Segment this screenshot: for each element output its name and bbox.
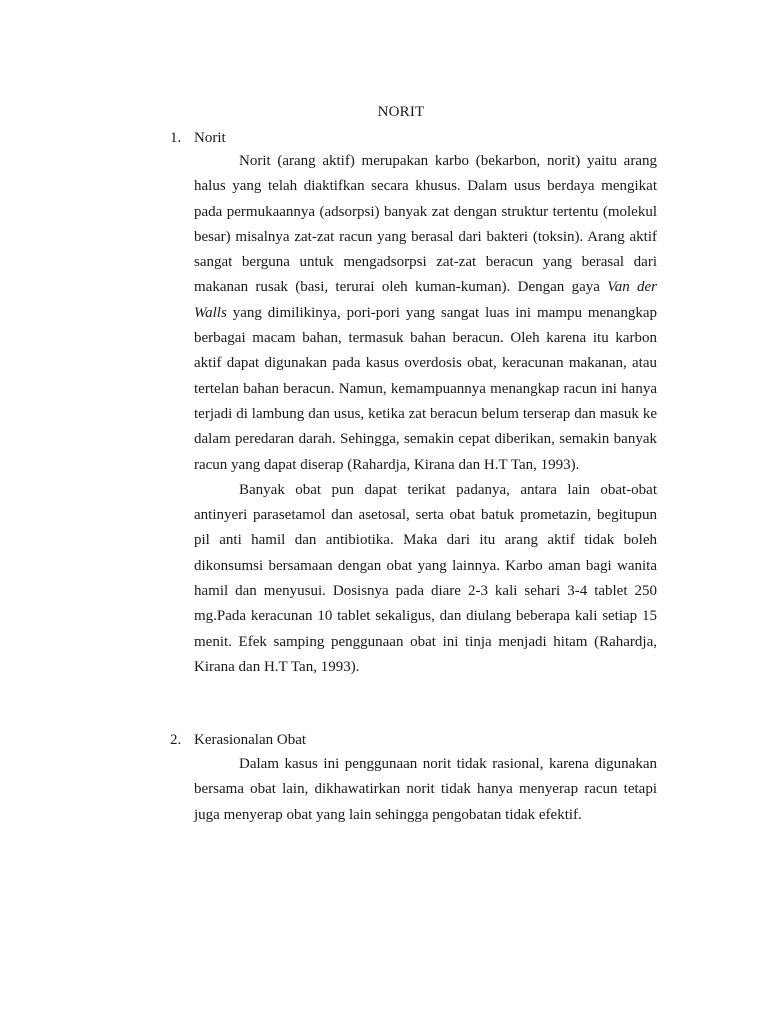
document-title: NORIT [377, 104, 425, 120]
paragraph-text: Norit (arang aktif) merupakan karbo (bekarbon, norit) yaitu arang halus yang telah diaktifkan secara khusus. Dalam usus berdaya mengikat pada permukaannya (adsorpsi) banyak zat dengan struktur tertentu (molekul besar) misalnya zat-zat racun yang berasal dari bakteri (toksin). Arang aktif sangat berguna untuk mengadsorpsi zat-zat beracun yang berasal dari makanan rusak (basi, terurai oleh kuman-kuman). Dengan gaya [194, 153, 657, 296]
paragraph: Dalam kasus ini penggunaan norit tidak rasional, karena digunakan bersama obat lain, dikhawatirkan norit tidak hanya menyerap racun tetapi juga menyerap obat yang lain sehingga pengobatan tidak efektif. [194, 756, 657, 823]
section-kerasionalan-obat [0, 730, 768, 828]
paragraph [194, 149, 657, 478]
section-heading [0, 730, 768, 750]
section-number: 1. [170, 130, 182, 146]
section-heading-label: Norit [194, 130, 226, 146]
italic-term: Van der Walls [194, 279, 658, 321]
section-heading-label: Kerasionalan Obat [194, 732, 307, 748]
section-norit [0, 128, 768, 680]
section-number: 2. [170, 732, 182, 748]
section-heading [0, 128, 768, 148]
paragraph-text: yang dimilikinya, pori-pori yang sangat luas ini mampu menangkap berbagai macam bahan, termasuk bahan beracun. Oleh karena itu karbon aktif dapat digunakan pada kasus overdosis obat, keracunan makanan, atau tertelan bahan beracun. Namun, kemampuannya menangkap racun ini hanya terjadi di lambung dan usus, ketika zat beracun belum terserap dan masuk ke dalam peredaran darah. Sehingga, semakin cepat diberikan, semakin banyak racun yang dapat diserap (Rahardja, Kirana dan H.T Tan, 1993). [194, 304, 657, 473]
paragraph: Banyak obat pun dapat terikat padanya, antara lain obat-obat antinyeri parasetamol dan asetosal, serta obat batuk prometazin, begitupun pil anti hamil dan antibiotika. Maka dari itu arang aktif tidak boleh dikonsumsi bersamaan dengan obat yang lainnya. Karbo aman bagi wanita hamil dan menyusui. Dosisnya pada diare 2-3 kali sehari 3-4 tablet 250 mg.Pada keracunan 10 tablet sekaligus, dan diulang beberapa kali setiap 15 menit. Efek samping penggunaan obat ini tinja menjadi hitam (Rahardja, Kirana dan H.T Tan, 1993). [194, 481, 657, 675]
